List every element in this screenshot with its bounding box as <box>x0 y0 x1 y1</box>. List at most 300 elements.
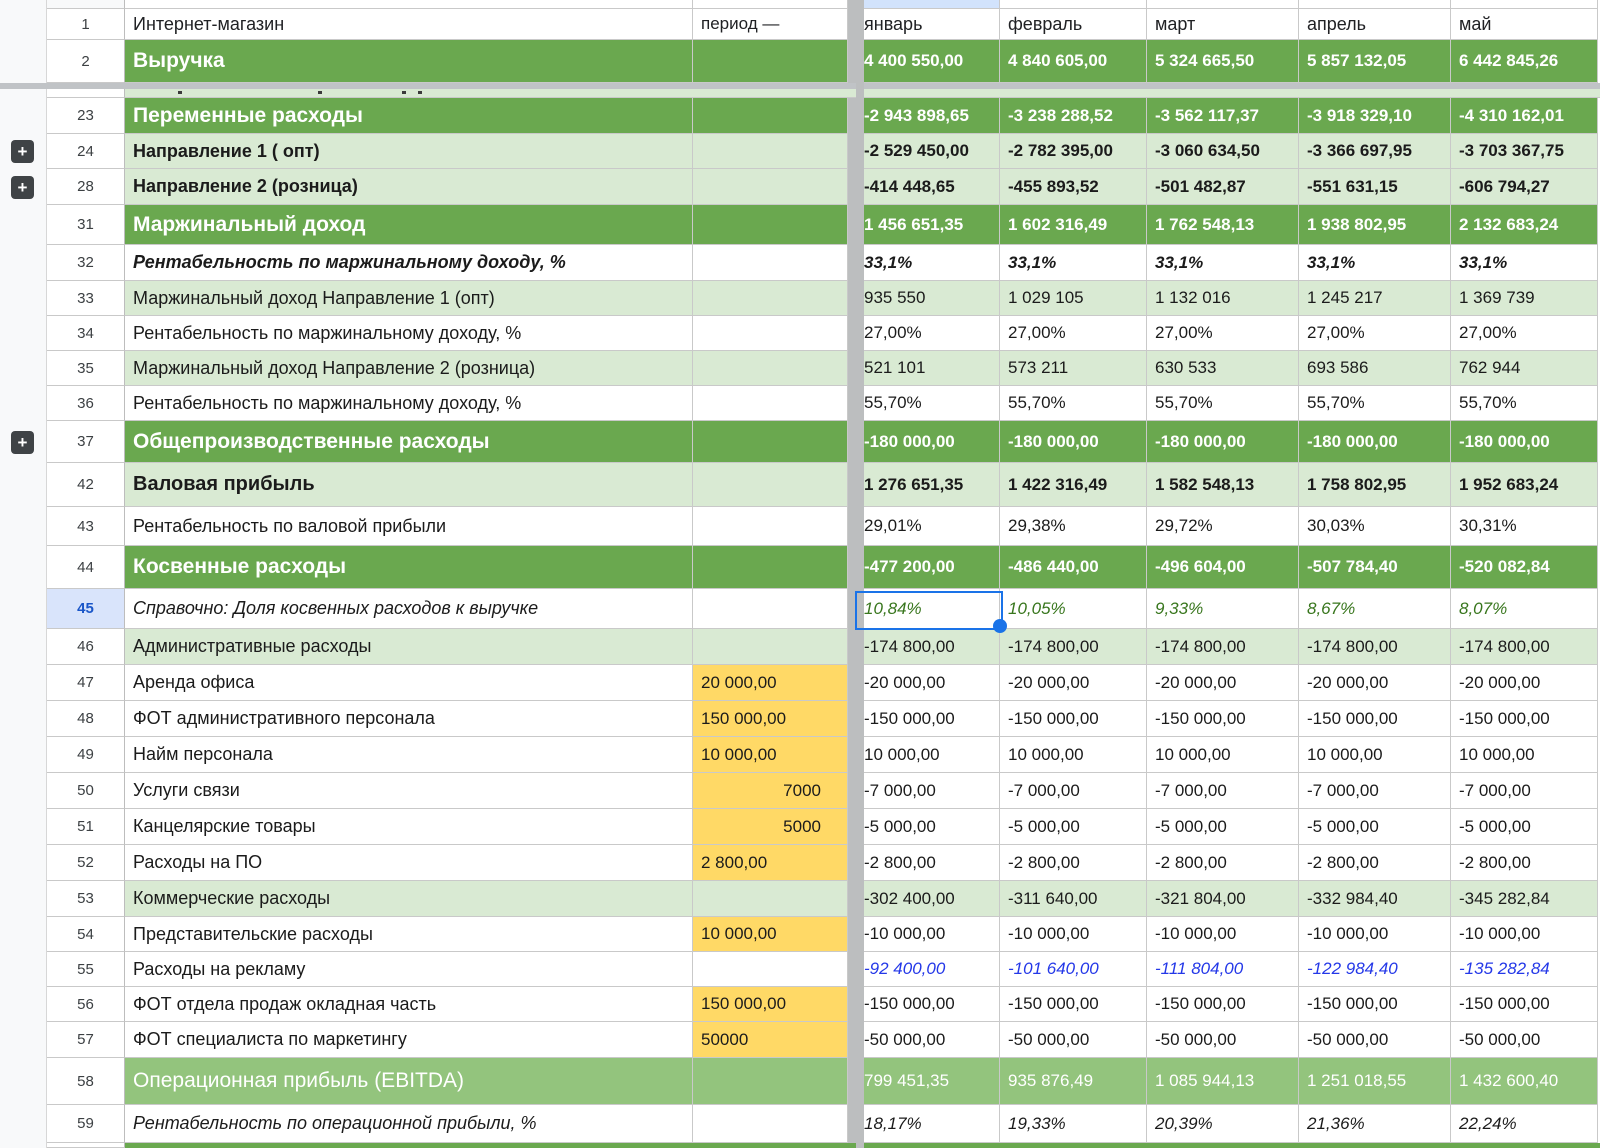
cell-march[interactable]: -7 000,00 <box>1147 773 1299 809</box>
param-cell[interactable] <box>693 507 848 546</box>
row-group-gutter <box>0 1022 47 1058</box>
row-group-gutter <box>0 589 47 629</box>
cell-may[interactable]: -50 000,00 <box>1451 1022 1598 1058</box>
cell-january[interactable]: 27,00% <box>856 316 1000 351</box>
row-53 <box>0 881 1600 917</box>
cell-january[interactable]: -7 000,00 <box>856 773 1000 809</box>
cell-january[interactable]: -10 000,00 <box>856 917 1000 952</box>
row-24 <box>0 134 1600 169</box>
label-cell[interactable]: Маржинальный доход Направление 2 (розница) <box>125 351 693 386</box>
cell-march[interactable]: -3 562 117,37 <box>1147 98 1299 134</box>
row-number[interactable]: 36 <box>47 386 125 421</box>
cell-may[interactable]: 2 132 683,24 <box>1451 205 1598 245</box>
cell-april[interactable]: 30,03% <box>1299 507 1451 546</box>
cell-may[interactable]: -606 794,27 <box>1451 169 1598 205</box>
row-number[interactable]: 46 <box>47 629 125 665</box>
freeze-divider-segment <box>848 546 856 589</box>
input-value-cell[interactable]: 7000 <box>693 773 848 809</box>
label-cell[interactable]: Рентабельность по операционной прибыли, % <box>125 1105 693 1143</box>
cell-may[interactable]: 1 369 739 <box>1451 281 1598 316</box>
cell-april[interactable]: -507 784,40 <box>1299 546 1451 589</box>
cell-january[interactable]: 1 456 651,35 <box>856 205 1000 245</box>
column-february-header-sliver[interactable] <box>1000 0 1147 9</box>
cell-march[interactable]: 9,33% <box>1147 589 1299 629</box>
label-cell[interactable]: Представительские расходы <box>125 917 693 952</box>
label-cell[interactable]: Выручка <box>125 40 693 83</box>
cell-may[interactable]: -4 310 162,01 <box>1451 98 1598 134</box>
row-number[interactable]: 55 <box>47 952 125 987</box>
cell-february[interactable]: -486 440,00 <box>1000 546 1147 589</box>
cell-april[interactable]: -180 000,00 <box>1299 421 1451 463</box>
cell-february[interactable]: -3 238 288,52 <box>1000 98 1147 134</box>
label-cell[interactable]: Операционная прибыль (EBITDA) <box>125 1058 693 1105</box>
cell-march[interactable]: март <box>1147 9 1299 40</box>
cell-february[interactable]: 10,05% <box>1000 589 1147 629</box>
row-number[interactable]: 31 <box>47 205 125 245</box>
cell-january[interactable]: -302 400,00 <box>856 881 1000 917</box>
param-cell[interactable] <box>693 546 848 589</box>
label-cell[interactable]: Маржинальный доход <box>125 205 693 245</box>
label-cell[interactable]: Услуги связи <box>125 773 693 809</box>
cell-april[interactable]: -3 918 329,10 <box>1299 98 1451 134</box>
row-number[interactable]: 47 <box>47 665 125 701</box>
row-number[interactable]: 44 <box>47 546 125 589</box>
cell-may[interactable]: 33,1% <box>1451 245 1598 281</box>
freeze-divider-segment <box>848 351 856 386</box>
row-44 <box>0 546 1600 589</box>
cell-february[interactable]: -7 000,00 <box>1000 773 1147 809</box>
row-35 <box>0 351 1600 386</box>
label-cell[interactable]: Коммерческие расходы <box>125 881 693 917</box>
cell-february[interactable]: 1 602 316,49 <box>1000 205 1147 245</box>
cell-march[interactable]: -150 000,00 <box>1147 987 1299 1022</box>
cell-march[interactable]: -5 000,00 <box>1147 809 1299 845</box>
cell-may[interactable]: -5 000,00 <box>1451 809 1598 845</box>
param-cell[interactable] <box>693 629 848 665</box>
row-number[interactable]: 57 <box>47 1022 125 1058</box>
row-group-gutter <box>0 917 47 952</box>
row-number[interactable]: 34 <box>47 316 125 351</box>
cell-april[interactable]: -50 000,00 <box>1299 1022 1451 1058</box>
cell-march[interactable]: 27,00% <box>1147 316 1299 351</box>
cell-january[interactable]: 18,17% <box>856 1105 1000 1143</box>
input-value-cell[interactable]: 10 000,00 <box>693 917 848 952</box>
row-number[interactable]: 59 <box>47 1105 125 1143</box>
row-32 <box>0 245 1600 281</box>
param-cell[interactable] <box>693 169 848 205</box>
row-31 <box>0 205 1600 245</box>
row-number[interactable]: 32 <box>47 245 125 281</box>
cell-january[interactable]: 799 451,35 <box>856 1058 1000 1105</box>
cell-april[interactable]: 27,00% <box>1299 316 1451 351</box>
cell-may[interactable]: -520 082,84 <box>1451 546 1598 589</box>
label-cell[interactable]: Аренда офиса <box>125 665 693 701</box>
cell-march[interactable]: -150 000,00 <box>1147 701 1299 737</box>
cell-march[interactable]: 33,1% <box>1147 245 1299 281</box>
cell-april[interactable]: -10 000,00 <box>1299 917 1451 952</box>
column-a-header-sliver[interactable] <box>125 0 693 9</box>
label-cell[interactable]: Маржинальный доход Направление 1 (опт) <box>125 281 693 316</box>
cell-january[interactable]: 1 276 651,35 <box>856 463 1000 507</box>
row-55 <box>0 952 1600 987</box>
cell-march[interactable]: -111 804,00 <box>1147 952 1299 987</box>
row-group-gutter <box>0 463 47 507</box>
input-value-cell[interactable]: 10 000,00 <box>693 737 848 773</box>
cell-april[interactable]: -3 366 697,95 <box>1299 134 1451 169</box>
row-group-gutter <box>0 845 47 881</box>
cell-january[interactable]: -150 000,00 <box>856 701 1000 737</box>
param-cell[interactable] <box>693 134 848 169</box>
cell-january[interactable]: -150 000,00 <box>856 987 1000 1022</box>
label-cell[interactable]: Найм персонала <box>125 737 693 773</box>
cell-may[interactable]: -180 000,00 <box>1451 421 1598 463</box>
row-number[interactable]: 43 <box>47 507 125 546</box>
cell-april[interactable]: 55,70% <box>1299 386 1451 421</box>
param-cell[interactable] <box>693 205 848 245</box>
label-cell[interactable]: Общепроизводственные расходы <box>125 421 693 463</box>
cell-february[interactable]: -150 000,00 <box>1000 701 1147 737</box>
cell-february[interactable]: 4 840 605,00 <box>1000 40 1147 83</box>
row-37 <box>0 421 1600 463</box>
row-group-gutter <box>0 737 47 773</box>
cell-april[interactable]: -150 000,00 <box>1299 701 1451 737</box>
cell-january[interactable]: -2 943 898,65 <box>856 98 1000 134</box>
cell-january[interactable]: -50 000,00 <box>856 1022 1000 1058</box>
column-april-header-sliver[interactable] <box>1299 0 1451 9</box>
row-number[interactable]: 56 <box>47 987 125 1022</box>
param-cell[interactable] <box>693 421 848 463</box>
cell-may[interactable]: 1 952 683,24 <box>1451 463 1598 507</box>
row-47 <box>0 665 1600 701</box>
cell-may[interactable]: 55,70% <box>1451 386 1598 421</box>
row-number[interactable]: 58 <box>47 1058 125 1105</box>
cell-march[interactable]: 55,70% <box>1147 386 1299 421</box>
cell-february[interactable]: 935 876,49 <box>1000 1058 1147 1105</box>
label-cell[interactable]: Направление 2 (розница) <box>125 169 693 205</box>
cell-january[interactable]: -414 448,65 <box>856 169 1000 205</box>
gutter-margin <box>0 0 47 9</box>
cell-january[interactable]: 521 101 <box>856 351 1000 386</box>
cell-january[interactable]: 33,1% <box>856 245 1000 281</box>
cell-april[interactable]: -20 000,00 <box>1299 665 1451 701</box>
freeze-divider-segment <box>848 881 856 917</box>
cell-may[interactable]: 10 000,00 <box>1451 737 1598 773</box>
freeze-divider-segment <box>848 665 856 701</box>
cell-april[interactable]: 10 000,00 <box>1299 737 1451 773</box>
row-51 <box>0 809 1600 845</box>
param-cell[interactable] <box>693 1058 848 1105</box>
label-cell[interactable]: ФОТ специалиста по маркетингу <box>125 1022 693 1058</box>
row-number[interactable]: 33 <box>47 281 125 316</box>
param-cell[interactable] <box>693 1105 848 1143</box>
cell-january[interactable]: -20 000,00 <box>856 665 1000 701</box>
cell-may[interactable]: -2 800,00 <box>1451 845 1598 881</box>
period-cell[interactable]: период — <box>693 9 848 40</box>
row-59 <box>0 1105 1600 1143</box>
cell-february[interactable]: -174 800,00 <box>1000 629 1147 665</box>
param-cell[interactable] <box>693 589 848 629</box>
label-cell[interactable]: Косвенные расходы <box>125 546 693 589</box>
cell-march[interactable]: -180 000,00 <box>1147 421 1299 463</box>
cell-april[interactable]: 693 586 <box>1299 351 1451 386</box>
row-number[interactable]: 24 <box>47 134 125 169</box>
row-group-gutter <box>0 987 47 1022</box>
cell-march[interactable]: 1 762 548,13 <box>1147 205 1299 245</box>
cell-april[interactable]: 8,67% <box>1299 589 1451 629</box>
column-may-header-sliver[interactable] <box>1451 0 1598 9</box>
fill-handle[interactable] <box>993 619 1007 633</box>
cell-april[interactable]: 33,1% <box>1299 245 1451 281</box>
row-group-gutter <box>0 40 47 83</box>
cell-january[interactable]: -174 800,00 <box>856 629 1000 665</box>
param-cell[interactable] <box>693 281 848 316</box>
expand-group-button[interactable]: + <box>11 140 34 163</box>
expand-group-button[interactable]: + <box>11 431 34 454</box>
cell-may[interactable]: май <box>1451 9 1598 40</box>
row-number[interactable]: 53 <box>47 881 125 917</box>
row-number[interactable]: 45 <box>47 589 125 629</box>
cell-may[interactable]: -150 000,00 <box>1451 701 1598 737</box>
cell-march[interactable]: 20,39% <box>1147 1105 1299 1143</box>
cell-february[interactable]: 55,70% <box>1000 386 1147 421</box>
row-number[interactable]: 51 <box>47 809 125 845</box>
param-cell[interactable] <box>693 245 848 281</box>
label-cell[interactable]: ФОТ отдела продаж окладная часть <box>125 987 693 1022</box>
freeze-divider-segment <box>848 589 856 629</box>
row-group-gutter <box>0 245 47 281</box>
cell-may[interactable]: 8,07% <box>1451 589 1598 629</box>
cell-march[interactable]: 630 533 <box>1147 351 1299 386</box>
row-number[interactable]: 37 <box>47 421 125 463</box>
cell-april[interactable]: -2 800,00 <box>1299 845 1451 881</box>
input-value-cell[interactable]: 150 000,00 <box>693 701 848 737</box>
input-value-cell[interactable]: 150 000,00 <box>693 987 848 1022</box>
row-number[interactable]: 54 <box>47 917 125 952</box>
row-number[interactable]: 50 <box>47 773 125 809</box>
cell-april[interactable]: 1 251 018,55 <box>1299 1058 1451 1105</box>
cell-february[interactable]: -180 000,00 <box>1000 421 1147 463</box>
cell-april[interactable]: 1 245 217 <box>1299 281 1451 316</box>
label-cell[interactable]: Переменные расходы <box>125 98 693 134</box>
cell-january[interactable]: 935 550 <box>856 281 1000 316</box>
label-cell[interactable]: Расходы на рекламу <box>125 952 693 987</box>
row-group-gutter <box>0 1058 47 1105</box>
cell-may[interactable]: -20 000,00 <box>1451 665 1598 701</box>
cell-february[interactable]: 573 211 <box>1000 351 1147 386</box>
cell-march[interactable]: 10 000,00 <box>1147 737 1299 773</box>
cell-april[interactable]: -551 631,15 <box>1299 169 1451 205</box>
input-value-cell[interactable]: 50000 <box>693 1022 848 1058</box>
cell-may[interactable]: -10 000,00 <box>1451 917 1598 952</box>
cell-march[interactable]: 5 324 665,50 <box>1147 40 1299 83</box>
label-cell[interactable]: Расходы на ПО <box>125 845 693 881</box>
cell-february[interactable]: 10 000,00 <box>1000 737 1147 773</box>
cell-january[interactable]: 10,84% <box>856 589 1000 629</box>
clipped-text-speck <box>318 91 322 94</box>
freeze-divider-segment <box>848 134 856 169</box>
cell-march[interactable]: -3 060 634,50 <box>1147 134 1299 169</box>
row-group-gutter <box>0 546 47 589</box>
param-cell[interactable] <box>693 316 848 351</box>
row-group-gutter <box>0 773 47 809</box>
row-number[interactable]: 23 <box>47 98 125 134</box>
cell-january[interactable]: 29,01% <box>856 507 1000 546</box>
cell-may[interactable]: -150 000,00 <box>1451 987 1598 1022</box>
cell-march[interactable]: 29,72% <box>1147 507 1299 546</box>
cell-april[interactable]: апрель <box>1299 9 1451 40</box>
cell-january[interactable]: -180 000,00 <box>856 421 1000 463</box>
row-group-gutter <box>0 386 47 421</box>
label-cell[interactable]: ФОТ административного персонала <box>125 701 693 737</box>
param-cell[interactable] <box>693 952 848 987</box>
cell-february[interactable]: 19,33% <box>1000 1105 1147 1143</box>
expand-group-button[interactable]: + <box>11 176 34 199</box>
cell-february[interactable]: -455 893,52 <box>1000 169 1147 205</box>
freeze-divider-segment <box>848 1058 856 1105</box>
row-group-gutter <box>0 809 47 845</box>
input-value-cell[interactable]: 20 000,00 <box>693 665 848 701</box>
cell-april[interactable]: -7 000,00 <box>1299 773 1451 809</box>
row-number[interactable]: 2 <box>47 40 125 83</box>
param-cell[interactable] <box>693 98 848 134</box>
cell-may[interactable]: 762 944 <box>1451 351 1598 386</box>
column-march-header-sliver[interactable] <box>1147 0 1299 9</box>
freeze-divider-segment <box>848 987 856 1022</box>
freeze-divider-segment <box>848 205 856 245</box>
cell-april[interactable]: 1 758 802,95 <box>1299 463 1451 507</box>
row-number[interactable]: 48 <box>47 701 125 737</box>
cell-january[interactable]: -2 529 450,00 <box>856 134 1000 169</box>
cell-february[interactable]: -50 000,00 <box>1000 1022 1147 1058</box>
cell-january[interactable]: 4 400 550,00 <box>856 40 1000 83</box>
cell-may[interactable]: -174 800,00 <box>1451 629 1598 665</box>
cell-february[interactable]: 29,38% <box>1000 507 1147 546</box>
label-cell[interactable]: Направление 1 ( опт) <box>125 134 693 169</box>
cell-january[interactable]: 10 000,00 <box>856 737 1000 773</box>
label-cell[interactable]: Рентабельность по маржинальному доходу, % <box>125 316 693 351</box>
cell-march[interactable]: -174 800,00 <box>1147 629 1299 665</box>
cell-april[interactable]: -5 000,00 <box>1299 809 1451 845</box>
cell-january[interactable]: -5 000,00 <box>856 809 1000 845</box>
row-33 <box>0 281 1600 316</box>
row-54 <box>0 917 1600 952</box>
row-number[interactable]: 49 <box>47 737 125 773</box>
cell-march[interactable]: -321 804,00 <box>1147 881 1299 917</box>
cell-march[interactable]: -2 800,00 <box>1147 845 1299 881</box>
cell-february[interactable]: -2 800,00 <box>1000 845 1147 881</box>
input-value-cell[interactable]: 5000 <box>693 809 848 845</box>
cell-february[interactable]: -150 000,00 <box>1000 987 1147 1022</box>
input-value-cell[interactable]: 2 800,00 <box>693 845 848 881</box>
cell-march[interactable]: -10 000,00 <box>1147 917 1299 952</box>
label-cell[interactable]: Справочно: Доля косвенных расходов к выручке <box>125 589 693 629</box>
cell-march[interactable]: -496 604,00 <box>1147 546 1299 589</box>
cell-may[interactable]: -7 000,00 <box>1451 773 1598 809</box>
cell-april[interactable]: 21,36% <box>1299 1105 1451 1143</box>
cell-february[interactable]: 27,00% <box>1000 316 1147 351</box>
cell-march[interactable]: -501 482,87 <box>1147 169 1299 205</box>
cell-april[interactable]: -332 984,40 <box>1299 881 1451 917</box>
cell-february[interactable]: 33,1% <box>1000 245 1147 281</box>
cell-february[interactable]: 1 029 105 <box>1000 281 1147 316</box>
cell-march[interactable]: -20 000,00 <box>1147 665 1299 701</box>
param-cell[interactable] <box>693 40 848 83</box>
row-number[interactable]: 52 <box>47 845 125 881</box>
cell-february[interactable]: 1 422 316,49 <box>1000 463 1147 507</box>
label-cell[interactable]: Валовая прибыль <box>125 463 693 507</box>
cell-april[interactable]: 5 857 132,05 <box>1299 40 1451 83</box>
column-january-header-sliver[interactable] <box>856 0 1000 9</box>
label-cell[interactable]: Канцелярские товары <box>125 809 693 845</box>
cell-april[interactable]: -174 800,00 <box>1299 629 1451 665</box>
cell-april[interactable]: 1 938 802,95 <box>1299 205 1451 245</box>
label-cell[interactable]: Рентабельность по маржинальному доходу, % <box>125 386 693 421</box>
cell-january[interactable]: январь <box>856 9 1000 40</box>
param-cell[interactable] <box>693 351 848 386</box>
cell-may[interactable]: 30,31% <box>1451 507 1598 546</box>
param-cell[interactable] <box>693 881 848 917</box>
cell-march[interactable]: 1 085 944,13 <box>1147 1058 1299 1105</box>
cell-february[interactable]: -311 640,00 <box>1000 881 1147 917</box>
row-number[interactable]: 42 <box>47 463 125 507</box>
cell-january[interactable]: -2 800,00 <box>856 845 1000 881</box>
cell-february[interactable]: -101 640,00 <box>1000 952 1147 987</box>
row-number-header[interactable] <box>47 0 125 9</box>
row-48 <box>0 701 1600 737</box>
cell-may[interactable]: 22,24% <box>1451 1105 1598 1143</box>
cell-april[interactable]: -122 984,40 <box>1299 952 1451 987</box>
param-cell[interactable] <box>693 386 848 421</box>
cell-may[interactable]: -135 282,84 <box>1451 952 1598 987</box>
cell-march[interactable]: -50 000,00 <box>1147 1022 1299 1058</box>
cell-march[interactable]: 1 582 548,13 <box>1147 463 1299 507</box>
row-number[interactable]: 35 <box>47 351 125 386</box>
label-cell[interactable]: Рентабельность по маржинальному доходу, % <box>125 245 693 281</box>
cell-may[interactable]: 6 442 845,26 <box>1451 40 1598 83</box>
row-42 <box>0 463 1600 507</box>
cell-march[interactable]: 1 132 016 <box>1147 281 1299 316</box>
freeze-divider-segment <box>848 9 856 40</box>
row-number[interactable]: 28 <box>47 169 125 205</box>
freeze-divider-segment <box>848 809 856 845</box>
next-section-sliver <box>0 1143 1600 1148</box>
row-28 <box>0 169 1600 205</box>
cell-february[interactable]: -2 782 395,00 <box>1000 134 1147 169</box>
cell-january[interactable]: 55,70% <box>856 386 1000 421</box>
row-group-gutter <box>0 665 47 701</box>
cell-may[interactable]: -345 282,84 <box>1451 881 1598 917</box>
cell-january[interactable]: -92 400,00 <box>856 952 1000 987</box>
cell-january[interactable]: -477 200,00 <box>856 546 1000 589</box>
row-number[interactable]: 1 <box>47 9 125 40</box>
row-group-gutter <box>0 507 47 546</box>
cell-february[interactable]: -20 000,00 <box>1000 665 1147 701</box>
label-cell[interactable]: Интернет-магазин <box>125 9 693 40</box>
cell-february[interactable]: -10 000,00 <box>1000 917 1147 952</box>
cell-may[interactable]: -3 703 367,75 <box>1451 134 1598 169</box>
cell-february[interactable]: февраль <box>1000 9 1147 40</box>
label-cell[interactable]: Административные расходы <box>125 629 693 665</box>
column-b-header-sliver[interactable] <box>693 0 848 9</box>
row-number-sliver <box>47 89 125 98</box>
label-cell[interactable]: Рентабельность по валовой прибыли <box>125 507 693 546</box>
cell-may[interactable]: 27,00% <box>1451 316 1598 351</box>
cell-april[interactable]: -150 000,00 <box>1299 987 1451 1022</box>
param-cell[interactable] <box>693 463 848 507</box>
row-57 <box>0 1022 1600 1058</box>
cell-may[interactable]: 1 432 600,40 <box>1451 1058 1598 1105</box>
cell-february[interactable]: -5 000,00 <box>1000 809 1147 845</box>
